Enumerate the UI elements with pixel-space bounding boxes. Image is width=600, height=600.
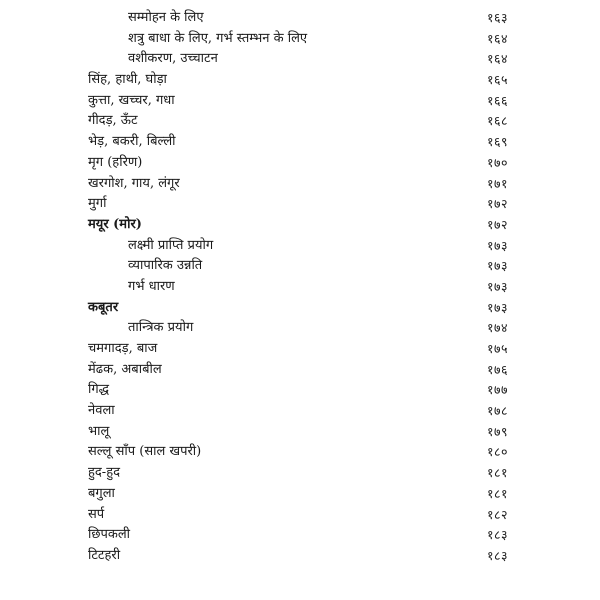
toc-entry — [88, 91, 508, 112]
toc-entry-title: शत्रु बाधा के लिए, गर्भ स्तम्भन के लिए — [128, 30, 308, 46]
toc-entry-title: टिटहरी — [88, 547, 121, 563]
toc-entry — [88, 318, 508, 339]
toc-entry-page-number: १७२ — [486, 216, 508, 232]
toc-entry-page-number: १७३ — [486, 299, 508, 315]
toc-entry-page-number: १७६ — [486, 361, 508, 377]
toc-entry-title: सल्लू साँप (साल खपरी) — [88, 444, 202, 460]
toc-entry — [88, 277, 508, 298]
toc-entry — [88, 422, 508, 443]
toc-entry — [88, 256, 508, 277]
toc-entry-title: सम्मोहन के लिए — [128, 10, 204, 25]
toc-entry-page-number: १७३ — [486, 258, 508, 274]
toc-entry-page-number: १८१ — [486, 485, 508, 501]
toc-entry-title: लक्ष्मी प्राप्ति प्रयोग — [128, 237, 214, 253]
toc-entry-title: कुत्ता, खच्चर, गधा — [88, 92, 175, 108]
toc-entry — [88, 463, 508, 484]
toc-entry-page-number: १७८ — [486, 403, 508, 419]
toc-entry — [88, 153, 508, 174]
toc-entry-title: नेवला — [88, 403, 115, 419]
toc-entry-title: वशीकरण, उच्चाटन — [128, 51, 218, 67]
toc-entry-page-number: १६५ — [486, 72, 508, 88]
toc-entry-title: गर्भ धारण — [128, 278, 175, 294]
toc-entry-page-number: १६६ — [486, 92, 508, 108]
toc-entry-page-number: १८३ — [486, 527, 508, 543]
toc-entry-page-number: १७२ — [486, 196, 508, 212]
toc-entry-page-number: १८० — [486, 444, 508, 460]
toc-entry — [88, 194, 508, 215]
toc-entry-title: व्यापारिक उन्नति — [128, 258, 203, 274]
toc-entry-page-number: १६४ — [486, 51, 508, 67]
toc-entry — [88, 546, 508, 567]
toc-entry-title: गीदड़, ऊँट — [88, 113, 138, 129]
toc-entry-title: हुद-हुद — [88, 465, 121, 481]
toc-entry-page-number: १७० — [486, 154, 508, 170]
toc-entry-page-number: १७७ — [486, 382, 508, 398]
toc-entry-title: गिद्ध — [88, 382, 110, 398]
toc-entry-title: कबूतर — [88, 299, 119, 315]
toc-entry-title: मुर्गा — [88, 196, 107, 212]
toc-entry — [88, 298, 508, 319]
toc-entry — [88, 49, 508, 70]
toc-entry — [88, 174, 508, 195]
toc-entry — [88, 8, 508, 29]
toc-entry-page-number: १७९ — [486, 423, 508, 439]
toc-entry-title: बगुला — [88, 485, 115, 501]
toc-entry-title: मेंढक, अबाबील — [88, 361, 162, 377]
toc-entry-title: छिपकली — [88, 527, 131, 543]
toc-entry — [88, 29, 508, 50]
table-of-contents — [88, 8, 508, 567]
toc-entry — [88, 236, 508, 257]
toc-entry — [88, 111, 508, 132]
toc-entry-page-number: १७३ — [486, 278, 508, 294]
toc-entry-page-number: १७१ — [486, 175, 508, 191]
toc-entry-page-number: १६४ — [486, 30, 508, 46]
toc-entry — [88, 401, 508, 422]
toc-entry-page-number: १८१ — [486, 465, 508, 481]
toc-entry — [88, 525, 508, 546]
toc-entry-page-number: १६३ — [486, 10, 508, 25]
toc-entry-title: खरगोश, गाय, लंगूर — [88, 175, 180, 191]
toc-entry — [88, 339, 508, 360]
toc-entry-page-number: १६९ — [486, 134, 508, 150]
toc-entry-page-number: १८२ — [486, 506, 508, 522]
toc-entry — [88, 215, 508, 236]
toc-entry-title: सर्प — [88, 506, 105, 522]
toc-entry-title: चमगादड़, बाज — [88, 341, 158, 356]
toc-entry-title: भालू — [88, 423, 110, 439]
toc-entry-page-number: १६८ — [486, 113, 508, 129]
toc-entry-title: तान्त्रिक प्रयोग — [128, 320, 194, 336]
toc-entry — [88, 505, 508, 526]
toc-entry-title: मयूर (मोर) — [88, 216, 142, 232]
toc-entry — [88, 484, 508, 505]
toc-entry-page-number: १७३ — [486, 237, 508, 253]
toc-entry-title: भेड़, बकरी, बिल्ली — [88, 134, 176, 150]
toc-entry — [88, 70, 508, 91]
toc-entry-page-number: १७५ — [486, 341, 508, 356]
toc-entry — [88, 442, 508, 463]
toc-entry-page-number: १८३ — [486, 547, 508, 563]
toc-entry-title: मृग (हरिण) — [88, 154, 143, 170]
toc-entry — [88, 132, 508, 153]
toc-entry — [88, 360, 508, 381]
toc-entry-page-number: १७४ — [486, 320, 508, 336]
toc-entry — [88, 380, 508, 401]
toc-entry-title: सिंह, हाथी, घोड़ा — [88, 72, 167, 88]
